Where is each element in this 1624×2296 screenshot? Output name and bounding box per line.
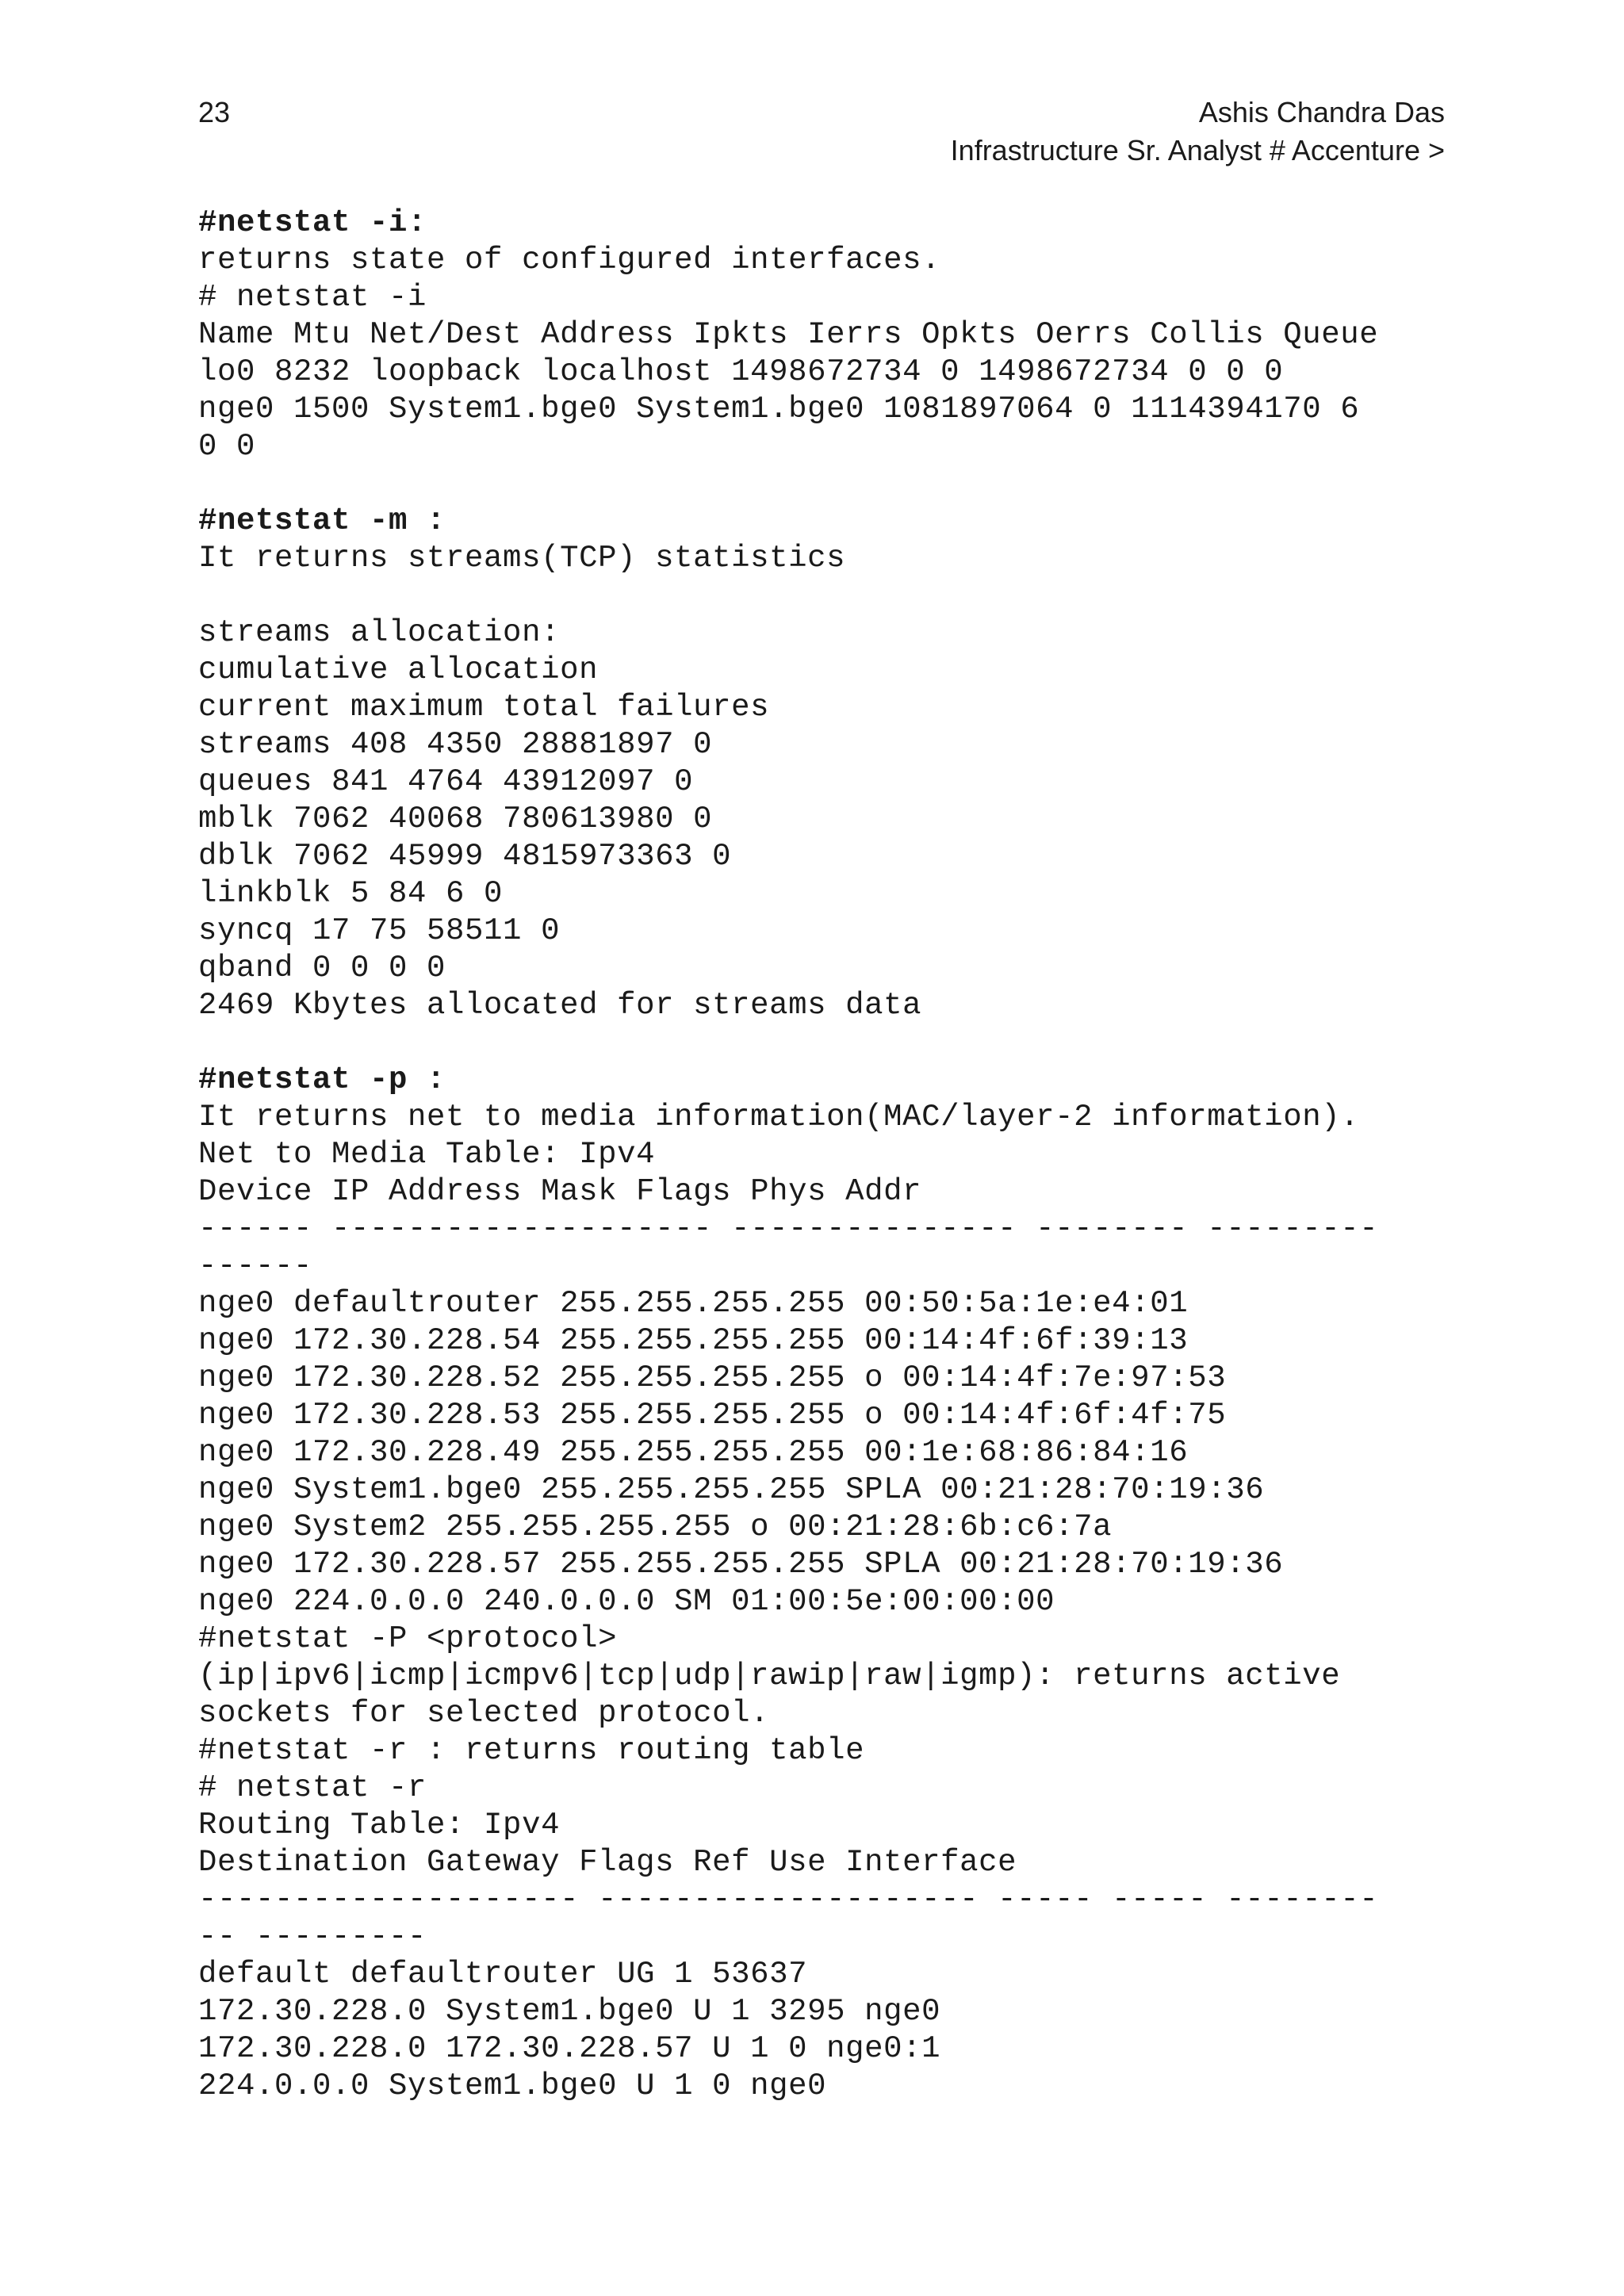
section-heading: #netstat -m : — [198, 503, 446, 538]
text-line: queues 841 4764 43912097 0 — [198, 764, 694, 799]
text-line: nge0 System1.bge0 255.255.255.255 SPLA 00:21:28:70:19:36 — [198, 1472, 1265, 1507]
text-line: qband 0 0 0 0 — [198, 951, 446, 985]
text-line: nge0 172.30.228.49 255.255.255.255 00:1e:68:86:84:16 — [198, 1435, 1189, 1470]
section-heading: #netstat -p : — [198, 1062, 446, 1097]
text-line: Destination Gateway Flags Ref Use Interface — [198, 1845, 1017, 1880]
text-line: 172.30.228.0 172.30.228.57 U 1 0 nge0:1 — [198, 2031, 941, 2066]
text-line: mblk 7062 40068 780613980 0 — [198, 802, 713, 836]
text-line: It returns streams(TCP) statistics — [198, 541, 846, 576]
text-line: streams 408 4350 28881897 0 — [198, 727, 713, 762]
text-line: nge0 defaultrouter 255.255.255.255 00:50:5a:1e:e4:01 — [198, 1286, 1189, 1321]
text-line: (ip|ipv6|icmp|icmpv6|tcp|udp|rawip|raw|igmp): returns active — [198, 1659, 1341, 1693]
text-line: linkblk 5 84 6 0 — [198, 876, 504, 911]
text-line: nge0 1500 System1.bge0 System1.bge0 1081897064 0 1114394170 6 — [198, 392, 1360, 427]
text-line: lo0 8232 loopback localhost 1498672734 0 1498672734 0 0 0 — [198, 354, 1284, 389]
section-netstat-i — [198, 205, 1451, 465]
text-line: returns state of configured interfaces. — [198, 243, 941, 277]
text-line: 172.30.228.0 System1.bge0 U 1 3295 nge0 — [198, 1994, 941, 2029]
section-netstat-m — [198, 503, 1451, 1024]
document-body — [198, 205, 1451, 2142]
text-line: 224.0.0.0 System1.bge0 U 1 0 nge0 — [198, 2068, 827, 2103]
text-line: 2469 Kbytes allocated for streams data — [198, 988, 922, 1023]
text-line: Net to Media Table: Ipv4 — [198, 1137, 656, 1172]
text-line: Device IP Address Mask Flags Phys Addr — [198, 1174, 922, 1209]
text-line: default defaultrouter UG 1 53637 — [198, 1957, 808, 1992]
text-line: It returns net to media information(MAC/layer-2 information). — [198, 1100, 1360, 1135]
text-line: -------------------- -------------------- ----- ----- -------- — [198, 1882, 1379, 1917]
text-line: syncq 17 75 58511 0 — [198, 913, 561, 948]
section-heading: #netstat -i: — [198, 205, 427, 240]
text-line: nge0 System2 255.255.255.255 o 00:21:28:6b:c6:7a — [198, 1510, 1113, 1544]
section-netstat-p — [198, 1062, 1451, 2105]
header-author: Ashis Chandra Das — [1198, 96, 1445, 128]
text-line: dblk 7062 45999 4815973363 0 — [198, 839, 732, 874]
text-line: Routing Table: Ipv4 — [198, 1808, 561, 1843]
text-line: nge0 224.0.0.0 240.0.0.0 SM 01:00:5e:00:00:00 — [198, 1584, 1055, 1619]
page-header — [951, 94, 1445, 170]
text-line: # netstat -r — [198, 1770, 427, 1805]
blank-line — [198, 577, 1451, 614]
text-line: nge0 172.30.228.54 255.255.255.255 00:14:4f:6f:39:13 — [198, 1323, 1189, 1358]
text-line: cumulative allocation — [198, 652, 599, 687]
text-line: Name Mtu Net/Dest Address Ipkts Ierrs Opkts Oerrs Collis Queue — [198, 317, 1379, 352]
text-line: #netstat -r : returns routing table — [198, 1733, 865, 1768]
text-line: #netstat -P <protocol> — [198, 1621, 618, 1656]
text-line: streams allocation: — [198, 615, 561, 650]
text-line: # netstat -i — [198, 280, 427, 315]
text-line: -- --------- — [198, 1919, 427, 1954]
text-line: 0 0 — [198, 429, 256, 464]
text-line: nge0 172.30.228.57 255.255.255.255 SPLA 00:21:28:70:19:36 — [198, 1547, 1284, 1582]
page-number: 23 — [198, 96, 231, 128]
text-line: ------ — [198, 1249, 313, 1284]
text-line: ------ -------------------- --------------- -------- --------- — [198, 1211, 1379, 1246]
text-line: current maximum total failures — [198, 690, 770, 725]
text-line: nge0 172.30.228.52 255.255.255.255 o 00:14:4f:7e:97:53 — [198, 1360, 1227, 1395]
header-role: Infrastructure Sr. Analyst # Accenture > — [950, 134, 1445, 166]
text-line: nge0 172.30.228.53 255.255.255.255 o 00:14:4f:6f:4f:75 — [198, 1398, 1227, 1433]
text-line: sockets for selected protocol. — [198, 1696, 770, 1731]
